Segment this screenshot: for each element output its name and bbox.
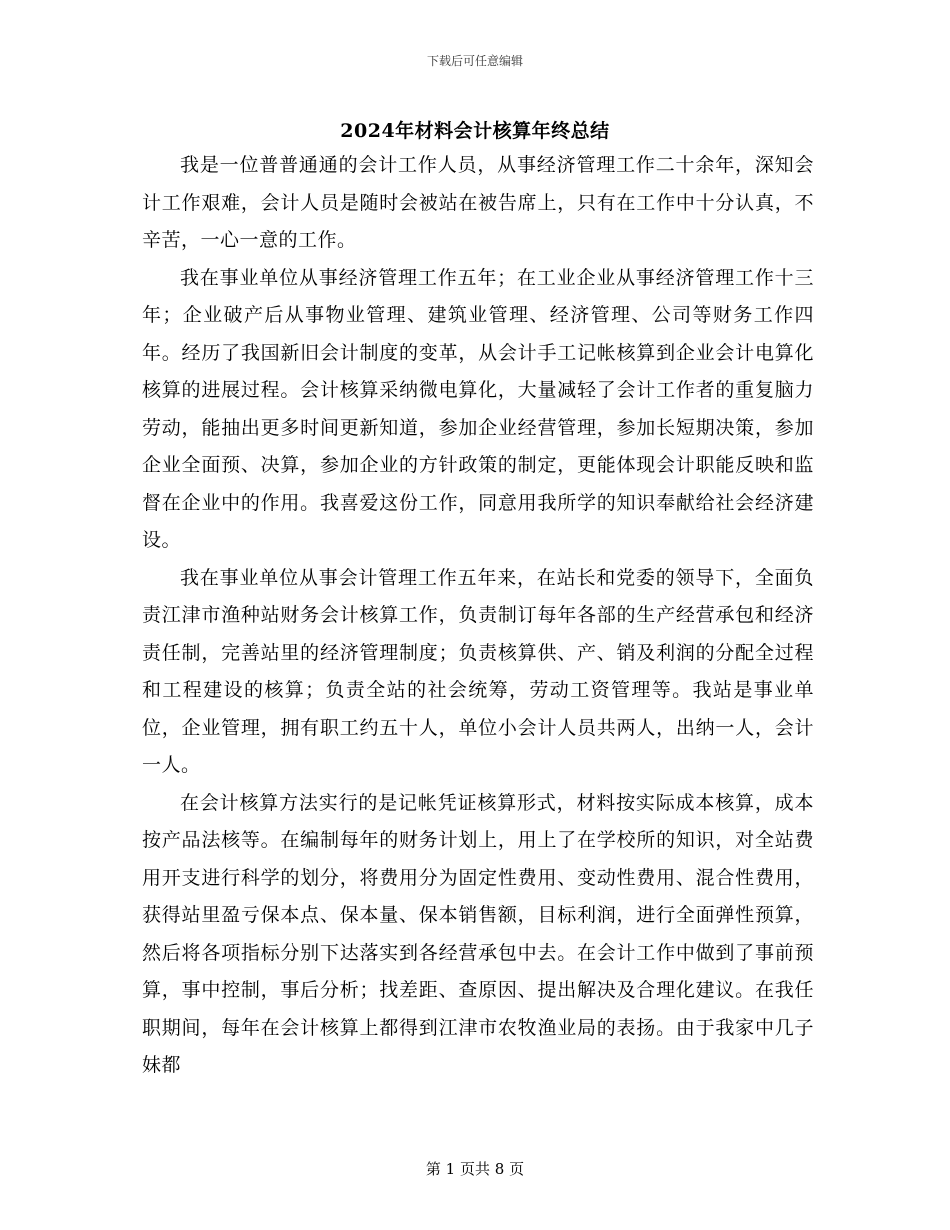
paragraph-1: 我是一位普普通通的会计工作人员，从事经济管理工作二十余年，深知会计工作艰难，会计人员是随时会被站在被告席上，只有在工作中十分认真，不辛苦，一心一意的工作。: [142, 154, 814, 251]
document-body: [142, 147, 814, 1085]
page-header-note: 下载后可任意编辑: [426, 54, 523, 68]
paragraph-2: 我在事业单位从事经济管理工作五年；在工业企业从事经济管理工作十三年；企业破产后从事物业管理、建筑业管理、经济管理、公司等财务工作四年。经历了我国新旧会计制度的变革，从会计手工记帐核算到企业会计电算化核算的进展过程。会计核算采纳微电算化，大量减轻了会计工作者的重复脑力劳动，能抽出更多时间更新知道，参加企业经营管理，参加长短期决策，参加企业全面预、决算，参加企业的方针政策的制定，更能体现会计职能反映和监督在企业中的作用。我喜爱这份工作，同意用我所学的知识奉献给社会经济建设。: [142, 266, 814, 551]
document-title: 2024年材料会计核算年终总结: [340, 120, 610, 142]
page-number: 第 1 页共 8 页: [425, 1160, 525, 1178]
paragraph-4: 在会计核算方法实行的是记帐凭证核算形式，材料按实际成本核算，成本按产品法核等。在编制每年的财务计划上，用上了在学校所的知识，对全站费用开支进行科学的划分，将费用分为固定性费用、变动性费用、混合性费用，获得站里盈亏保本点、保本量、保本销售额，目标利润，进行全面弹性预算，然后将各项指标分别下达落实到各经营承包中去。在会计工作中做到了事前预算，事中控制，事后分析；找差距、查原因、提出解决及合理化建议。在我任职期间，每年在会计核算上都得到江津市农牧渔业局的表扬。由于我家中几子妹都: [142, 791, 814, 1076]
paragraph-3: 我在事业单位从事会计管理工作五年来，在站长和党委的领导下，全面负责江津市渔种站财务会计核算工作，负责制订每年各部的生产经营承包和经济责任制，完善站里的经济管理制度；负责核算供、产、销及利润的分配全过程和工程建设的核算；负责全站的社会统筹，劳动工资管理等。我站是事业单位，企业管理，拥有职工约五十人，单位小会计人员共两人，出纳一人，会计一人。: [142, 566, 814, 776]
